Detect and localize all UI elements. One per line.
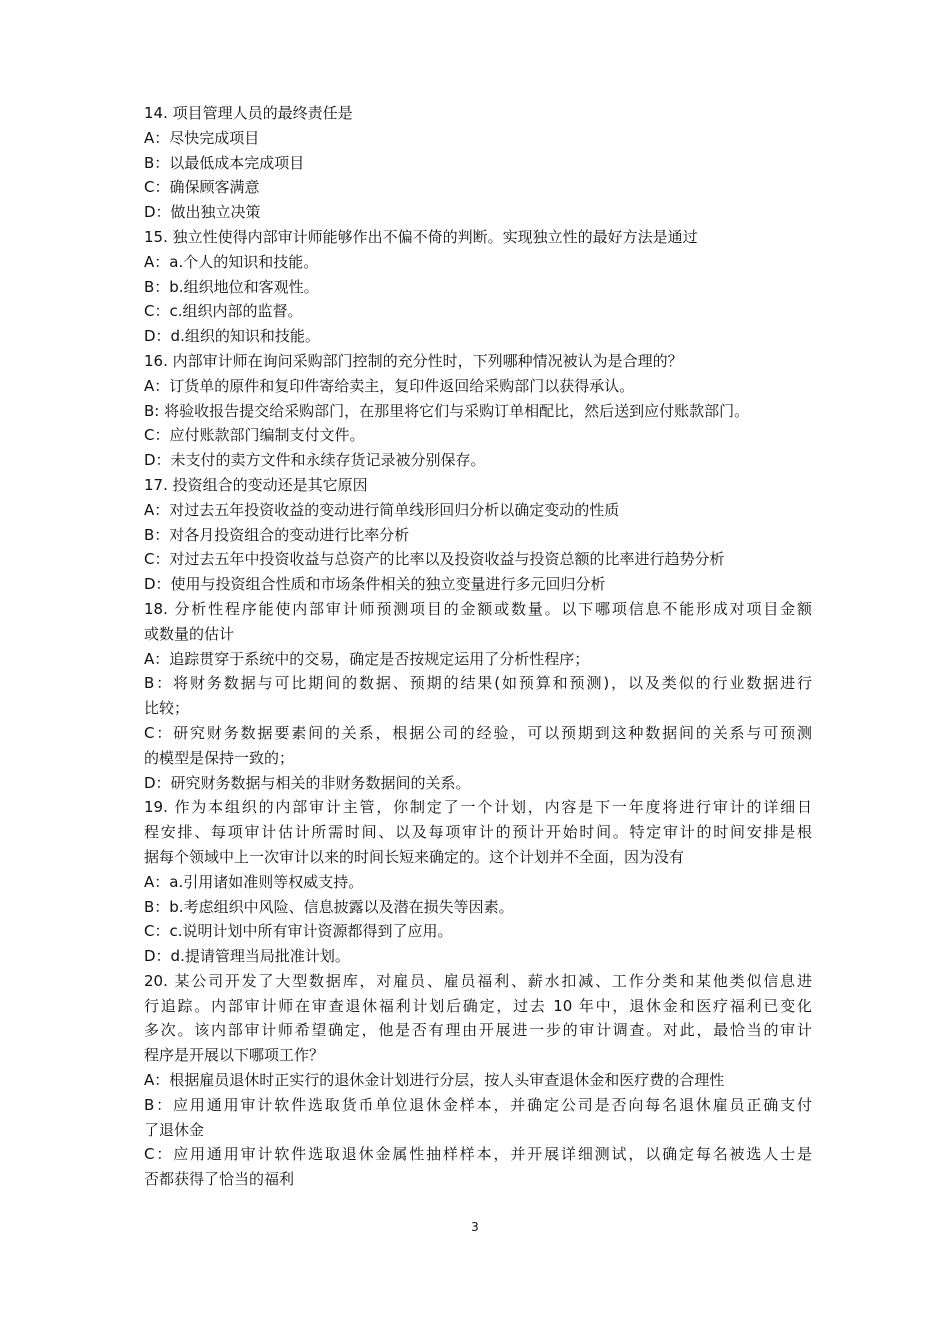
question-18-option-c-line-2: 的模型是保持一致的； bbox=[144, 748, 295, 767]
question-19-stem-line-1: 19. 作为本组织的内部审计主管，你制定了一个计划，内容是下一年度将进行审计的详细日 bbox=[144, 798, 812, 817]
question-19-option-c: C：c.说明计划中所有审计资源都得到了应用。 bbox=[144, 922, 453, 941]
question-18-stem-line-2: 或数量的估计 bbox=[144, 624, 235, 643]
question-14-option-c: C：确保顾客满意 bbox=[144, 178, 260, 197]
question-20-stem-line-4: 程序是开展以下哪项工作？ bbox=[144, 1046, 325, 1065]
question-18-option-c-line-1: C：研究财务数据要素间的关系，根据公司的经验，可以预期到这种数据间的关系与可预测 bbox=[144, 723, 812, 742]
question-16-option-a: A：订货单的原件和复印件寄给卖主，复印件返回给采购部门以获得承认。 bbox=[144, 376, 635, 395]
question-20-option-a: A：根据雇员退休时正实行的退休金计划进行分层，按人头审查退休金和医疗费的合理性 bbox=[144, 1071, 725, 1090]
question-15-option-a: A：a.个人的知识和技能。 bbox=[144, 252, 319, 271]
question-17-option-b: B：对各月投资组合的变动进行比率分析 bbox=[144, 525, 410, 544]
question-19-option-a: A：a.引用诸如准则等权威支持。 bbox=[144, 872, 364, 891]
question-19-stem-line-2: 程安排、每项审计估计所需时间、以及每项审计的预计开始时间。特定审计的时间安排是根 bbox=[144, 823, 812, 842]
question-20-option-c-line-1: C：应用通用审计软件选取退休金属性抽样样本，并开展详细测试，以确定每名被选人士是 bbox=[144, 1145, 812, 1164]
question-15-option-c: C：c.组织内部的监督。 bbox=[144, 302, 303, 321]
question-16-option-b: B: 将验收报告提交给采购部门，在那里将它们与采购订单相配比，然后送到应付账款部门。 bbox=[144, 401, 750, 420]
question-18-option-b-line-1: B：将财务数据与可比期间的数据、预期的结果(如预算和预测)，以及类似的行业数据进行 bbox=[144, 674, 812, 693]
document-body bbox=[144, 101, 812, 1192]
question-14-option-a: A：尽快完成项目 bbox=[144, 128, 260, 147]
question-20-option-b-line-2: 了退休金 bbox=[144, 1120, 205, 1139]
question-17-option-d: D：使用与投资组合性质和市场条件相关的独立变量进行多元回归分析 bbox=[144, 575, 606, 594]
page-number: 3 bbox=[471, 1220, 479, 1234]
question-16-option-d: D：未支付的卖方文件和永续存货记录被分别保存。 bbox=[144, 451, 486, 470]
question-19-option-d: D：d.提请管理当局批准计划。 bbox=[144, 947, 350, 966]
question-17-stem: 17. 投资组合的变动还是其它原因 bbox=[144, 475, 368, 494]
question-18-option-d: D：研究财务数据与相关的非财务数据间的关系。 bbox=[144, 773, 471, 792]
question-17-option-c: C：对过去五年中投资收益与总资产的比率以及投资收益与投资总额的比率进行趋势分析 bbox=[144, 550, 725, 569]
question-14-option-b: B：以最低成本完成项目 bbox=[144, 153, 305, 172]
question-14-stem: 14. 项目管理人员的最终责任是 bbox=[144, 104, 353, 122]
question-19-option-b: B：b.考虑组织中风险、信息披露以及潜在损失等因素。 bbox=[144, 897, 514, 916]
question-15-option-b: B：b.组织地位和客观性。 bbox=[144, 277, 319, 296]
question-14-option-d: D：做出独立决策 bbox=[144, 203, 261, 222]
question-18-option-a: A：追踪贯穿于系统中的交易，确定是否按规定运用了分析性程序； bbox=[144, 649, 590, 668]
question-16-option-c: C：应付账款部门编制支付文件。 bbox=[144, 426, 365, 445]
question-19-stem-line-3: 据每个领域中上一次审计以来的时间长短来确定的。这个计划并不全面，因为没有 bbox=[144, 847, 685, 866]
question-15-stem: 15. 独立性使得内部审计师能够作出不偏不倚的判断。实现独立性的最好方法是通过 bbox=[144, 227, 698, 246]
question-18-stem-line-1: 18. 分析性程序能使内部审计师预测项目的金额或数量。以下哪项信息不能形成对项目金额 bbox=[144, 599, 812, 618]
question-20-stem-line-2: 行追踪。内部审计师在审查退休福利计划后确定，过去 10 年中，退休金和医疗福利已变化 bbox=[144, 996, 812, 1015]
question-20-stem-line-3: 多次。该内部审计师希望确定，他是否有理由开展进一步的审计调查。对此，最恰当的审计 bbox=[144, 1021, 812, 1040]
question-20-stem-line-1: 20. 某公司开发了大型数据库，对雇员、雇员福利、薪水扣减、工作分类和某他类似信息进 bbox=[144, 971, 812, 990]
question-18-option-b-line-2: 比较； bbox=[144, 699, 190, 718]
question-16-stem: 16. 内部审计师在询问采购部门控制的充分性时，下列哪种情况被认为是合理的？ bbox=[144, 351, 683, 370]
question-20-option-c-line-2: 否都获得了恰当的福利 bbox=[144, 1170, 295, 1189]
question-17-option-a: A：对过去五年投资收益的变动进行简单线形回归分析以确定变动的性质 bbox=[144, 500, 620, 519]
question-15-option-d: D：d.组织的知识和技能。 bbox=[144, 327, 320, 346]
question-20-option-b-line-1: B：应用通用审计软件选取货币单位退休金样本，并确定公司是否向每名退休雇员正确支付 bbox=[144, 1095, 812, 1114]
